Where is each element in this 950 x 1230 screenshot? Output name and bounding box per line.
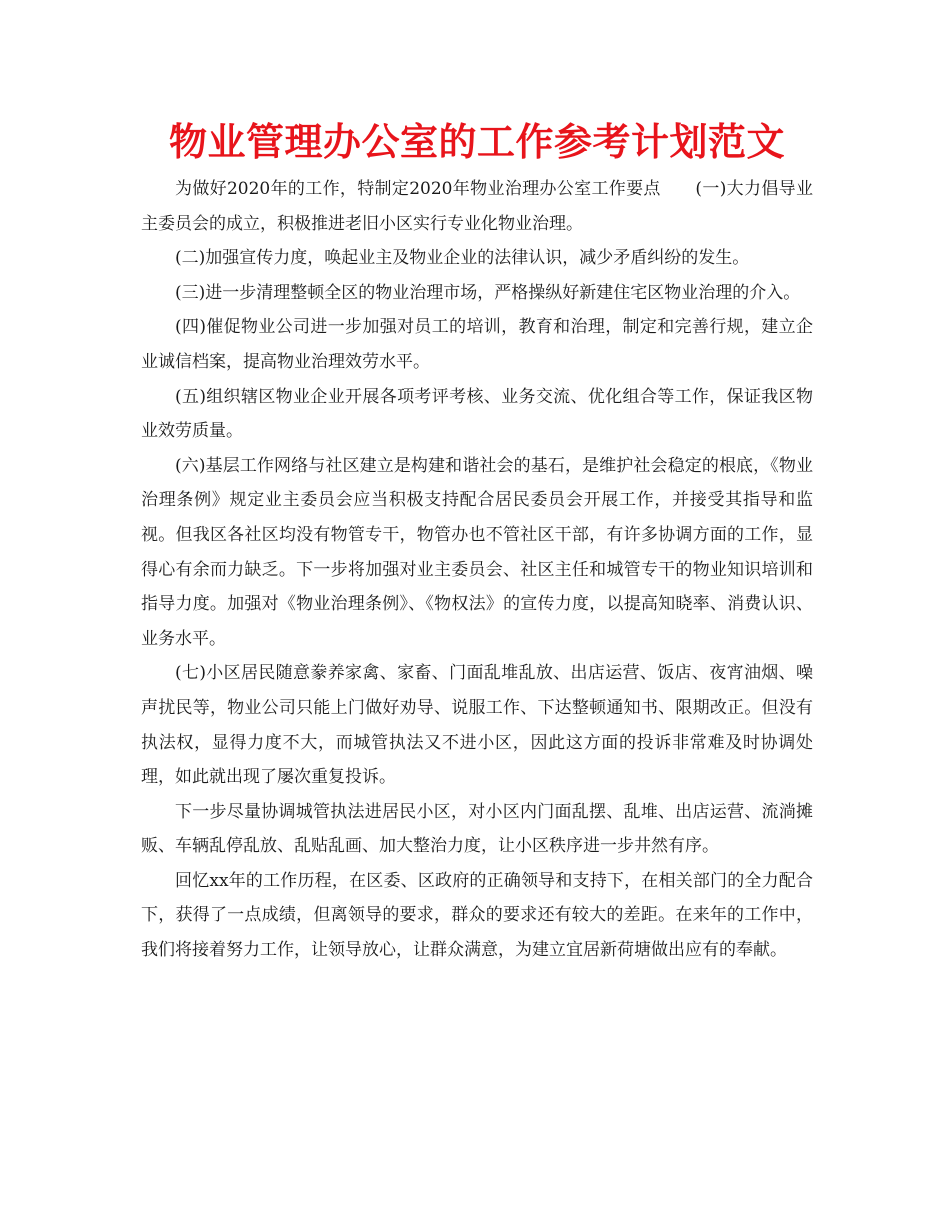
paragraph-9: 回忆xx年的工作历程，在区委、区政府的正确领导和支持下，在相关部门的全力配合下，获得了一点成绩，但离领导的要求，群众的要求还有较大的差距。在来年的工作中，我们将接着努力工作，让领导放心，让群众满意，为建立宜居新荷塘做出应有的奉献。 xyxy=(141,870,813,961)
paragraph-3: (三)进一步清理整顿全区的物业治理市场，严格操纵好新建住宅区物业治理的介入。 xyxy=(175,282,801,303)
document-title: 物业管理办公室的工作参考计划范文 xyxy=(168,120,785,164)
paragraph-1: 为做好2020年的工作，特制定2020年物业治理办公室工作要点 (一)大力倡导业主委员会的成立，积极推进老旧小区实行专业化物业治理。 xyxy=(141,179,813,234)
paragraph-6: (六)基层工作网络与社区建立是构建和谐社会的基石，是维护社会稳定的根底，《物业治理条例》规定业主委员会应当积极支持配合居民委员会开展工作，并接受其指导和监视。但我区各社区均没有物管专干，物管办也不管社区干部，有许多协调方面的工作，显得心有余而力缺乏。下一步将加强对业主委员会、社区主任和城管专干的物业知识培训和指导力度。加强对《物业治理条例》、《物权法》的宣传力度，以提高知晓率、消费认识、业务水平。 xyxy=(141,455,813,649)
document-page xyxy=(141,118,813,968)
paragraph-7: (七)小区居民随意豢养家禽、家畜、门面乱堆乱放、出店运营、饭店、夜宵油烟、噪声扰民等，物业公司只能上门做好劝导、说服工作、下达整顿通知书、限期改正。但没有执法权，显得力度不大，而城管执法又不进小区，因此这方面的投诉非常难及时协调处理，如此就出现了屡次重复投诉。 xyxy=(141,663,813,788)
paragraph-4: (四)催促物业公司进一步加强对员工的培训，教育和治理，制定和完善行规，建立企业诚信档案，提高物业治理效劳水平。 xyxy=(141,317,813,372)
paragraph-8: 下一步尽量协调城管执法进居民小区，对小区内门面乱摆、乱堆、出店运营、流淌摊贩、车辆乱停乱放、乱贴乱画、加大整治力度，让小区秩序进一步井然有序。 xyxy=(141,801,813,857)
paragraph-2: (二)加强宣传力度，唤起业主及物业企业的法律认识，减少矛盾纠纷的发生。 xyxy=(175,248,750,269)
paragraph-5: (五)组织辖区物业企业开展各项考评考核、业务交流、优化组合等工作，保证我区物业效劳质量。 xyxy=(141,386,813,442)
